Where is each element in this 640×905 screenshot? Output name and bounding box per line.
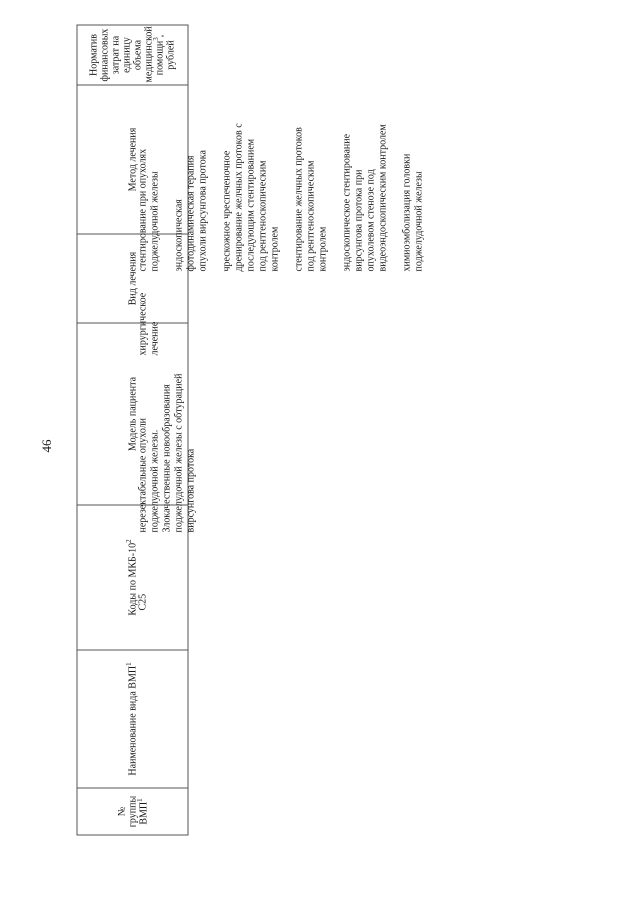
header-mkb-codes: Коды по МКБ-$10^2$ [77,505,188,650]
header-treatment-method: Метод лечения [77,85,188,234]
method-item: стентирование желчных протоков под рентгеноскопическим контролем [293,127,329,272]
page-number: 46 [39,439,54,453]
method-item: эндоскопическая фотодинамическая терапия опухоли вирсунгова протока [173,150,209,272]
method-item: стентирование при опухолях поджелудочной железы [137,148,161,272]
cell-mkb-code: C25 [137,593,149,611]
cell-treatment-methods [138,122,438,272]
header-treatment-type: Вид лечения [77,234,188,323]
method-item: чрескожное чреспеченочное дренирование желчных протоков с последующим стентированием под рентгеноскопическим контролем [221,123,281,272]
method-item: химиоэмболизация головки поджелудочной железы [401,153,425,272]
header-patient-model: Модель пациента [77,323,188,505]
table-body [137,73,425,848]
cell-treatment-type: хирургическое лечение [137,292,161,356]
header-vmp-name: Наименование вида ВМП$^1$ [77,650,188,788]
method-item: эндоскопическое стентирование вирсунгова протока при опухолевом стенозе под видеоэндоскопическим контролем [341,124,389,272]
header-norm: Норматив финансовых затрат на единицу объема медицинской помощи$^3$, рублей [77,25,188,85]
header-group-no: № группы ВМП$^1$ [77,788,188,835]
cell-patient-model: нерезектабельные опухоли поджелудочной железы. Злокачественные новообразования поджелудочной железы с обтурацией вирсунгова протока [137,373,197,533]
